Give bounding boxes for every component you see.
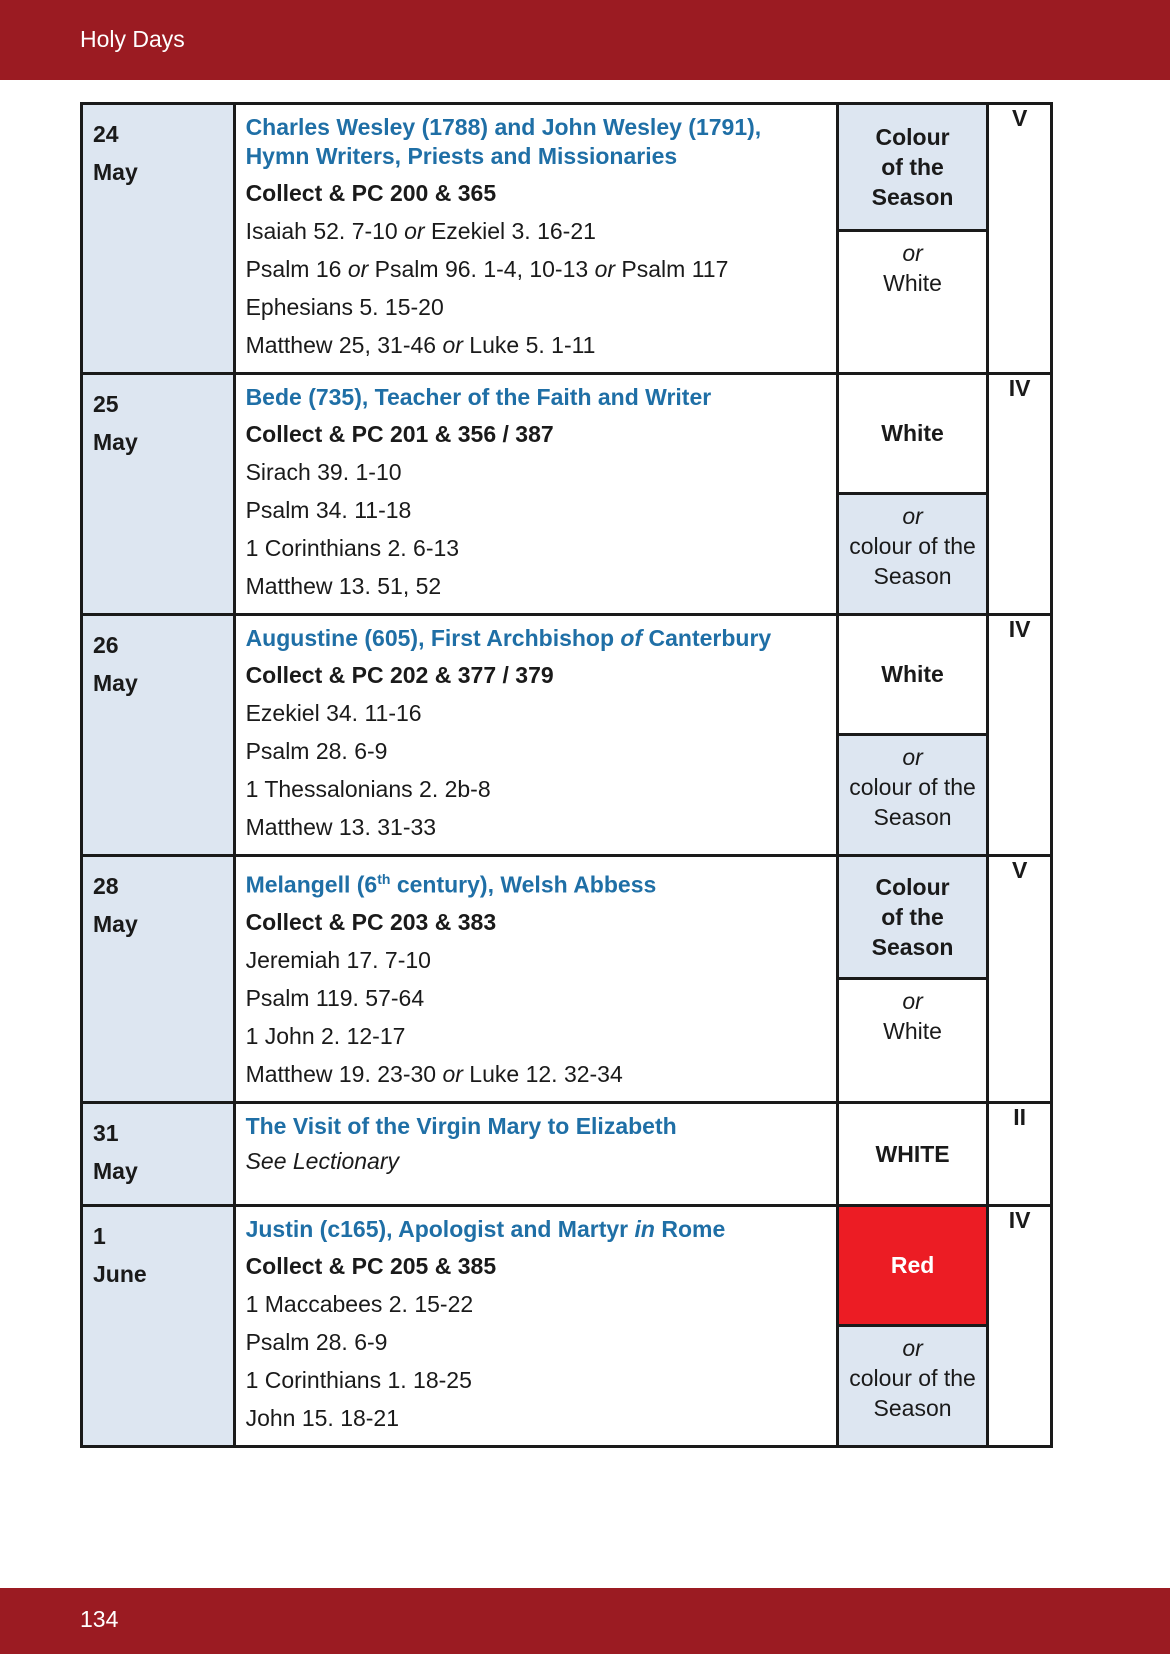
section-title: Holy Days xyxy=(80,26,185,52)
observance-cell xyxy=(234,1102,837,1205)
collect-ref: Collect & PC 203 & 383 xyxy=(245,908,497,935)
observance-cell xyxy=(234,856,837,1103)
table-row xyxy=(82,104,1052,231)
lectionary-note: See Lectionary xyxy=(245,1147,399,1174)
reading: Ezekiel 34. 11-16 xyxy=(245,700,422,726)
date-cell xyxy=(82,104,235,374)
observance-title: Melangell (6th century), Welsh Abbess xyxy=(245,871,657,898)
table-row xyxy=(82,374,1052,494)
footer-bar xyxy=(0,1588,1170,1654)
rank-cell: V xyxy=(988,856,1052,1103)
observance-title: Bede (735), Teacher of the Faith and Writer xyxy=(245,384,712,410)
observance-title: Augustine (605), First Archbishop of Canterbury xyxy=(245,625,772,651)
liturgical-colour: WHITE xyxy=(837,1102,988,1205)
date-month: May xyxy=(93,429,138,455)
collect-ref: Collect & PC 200 & 365 xyxy=(245,180,497,206)
date-day: 31 xyxy=(93,1119,119,1146)
reading: Isaiah 52. 7-10 or Ezekiel 3. 16-21 xyxy=(245,218,596,244)
table-row xyxy=(82,856,1052,979)
reading: 1 Maccabees 2. 15-22 xyxy=(245,1290,474,1317)
reading: 1 Corinthians 2. 6-13 xyxy=(245,535,460,561)
date-month: May xyxy=(93,911,138,937)
reading: Ephesians 5. 15-20 xyxy=(245,294,444,320)
reading: 1 Thessalonians 2. 2b-8 xyxy=(245,776,491,802)
reading: Psalm 34. 11-18 xyxy=(245,497,412,523)
date-month: May xyxy=(93,1157,138,1184)
observance-cell xyxy=(234,374,837,615)
observance-cell xyxy=(234,1205,837,1446)
reading: Matthew 13. 31-33 xyxy=(245,814,437,840)
alternative-colour: or colour of the Season xyxy=(837,1325,988,1446)
observance-cell xyxy=(234,104,837,374)
liturgical-colour: Colour of the Season xyxy=(837,104,988,231)
alternative-colour: or White xyxy=(837,230,988,373)
collect-ref: Collect & PC 201 & 356 / 387 xyxy=(245,421,554,447)
observance-title: Charles Wesley (1788) and John Wesley (1791), Hymn Writers, Priests and Missionaries xyxy=(245,114,762,169)
reading: Jeremiah 17. 7-10 xyxy=(245,946,431,973)
liturgical-colour: White xyxy=(837,615,988,735)
date-month: May xyxy=(93,670,138,696)
table-row xyxy=(82,1102,1052,1205)
date-day: 1 xyxy=(93,1222,106,1249)
liturgical-colour: Colour of the Season xyxy=(837,856,988,979)
reading: John 15. 18-21 xyxy=(245,1404,400,1431)
date-month: June xyxy=(93,1260,147,1287)
collect-ref: Collect & PC 205 & 385 xyxy=(245,1252,497,1279)
date-day: 25 xyxy=(93,391,119,417)
rank-cell: IV xyxy=(988,1205,1052,1446)
table-row xyxy=(82,615,1052,735)
reading: Psalm 28. 6-9 xyxy=(245,1328,388,1355)
reading: Psalm 119. 57-64 xyxy=(245,984,425,1011)
date-month: May xyxy=(93,159,138,185)
reading: Sirach 39. 1-10 xyxy=(245,459,402,485)
liturgical-colour: White xyxy=(837,374,988,494)
collect-ref: Collect & PC 202 & 377 / 379 xyxy=(245,662,554,688)
alternative-colour: or White xyxy=(837,978,988,1102)
reading: Matthew 19. 23-30 or Luke 12. 32-34 xyxy=(245,1060,623,1087)
rank-cell: IV xyxy=(988,374,1052,615)
date-cell xyxy=(82,374,235,615)
rank-cell: IV xyxy=(988,615,1052,856)
observance-cell xyxy=(234,615,837,856)
date-day: 26 xyxy=(93,632,119,658)
date-cell xyxy=(82,856,235,1103)
observance-title: The Visit of the Virgin Mary to Elizabeth xyxy=(245,1112,677,1139)
date-day: 28 xyxy=(93,873,119,899)
date-cell xyxy=(82,615,235,856)
reading: Matthew 25, 31-46 or Luke 5. 1-11 xyxy=(245,332,596,358)
date-cell xyxy=(82,1205,235,1446)
rank-cell: II xyxy=(988,1102,1052,1205)
observance-title: Justin (c165), Apologist and Martyr in Rome xyxy=(245,1215,726,1242)
alternative-colour: or colour of the Season xyxy=(837,734,988,855)
date-day: 24 xyxy=(93,121,119,147)
date-cell xyxy=(82,1102,235,1205)
table-row xyxy=(82,1205,1052,1325)
header-bar xyxy=(0,0,1170,80)
reading: 1 John 2. 12-17 xyxy=(245,1022,406,1049)
liturgical-colour: Red xyxy=(837,1205,988,1325)
reading: Psalm 16 or Psalm 96. 1-4, 10-13 or Psalm 117 xyxy=(245,256,729,282)
rank-cell: V xyxy=(988,104,1052,374)
page-number: 134 xyxy=(80,1606,119,1632)
holy-days-table xyxy=(80,102,1053,1448)
alternative-colour: or colour of the Season xyxy=(837,493,988,614)
reading: Matthew 13. 51, 52 xyxy=(245,573,442,599)
reading: 1 Corinthians 1. 18-25 xyxy=(245,1366,472,1393)
reading: Psalm 28. 6-9 xyxy=(245,738,388,764)
